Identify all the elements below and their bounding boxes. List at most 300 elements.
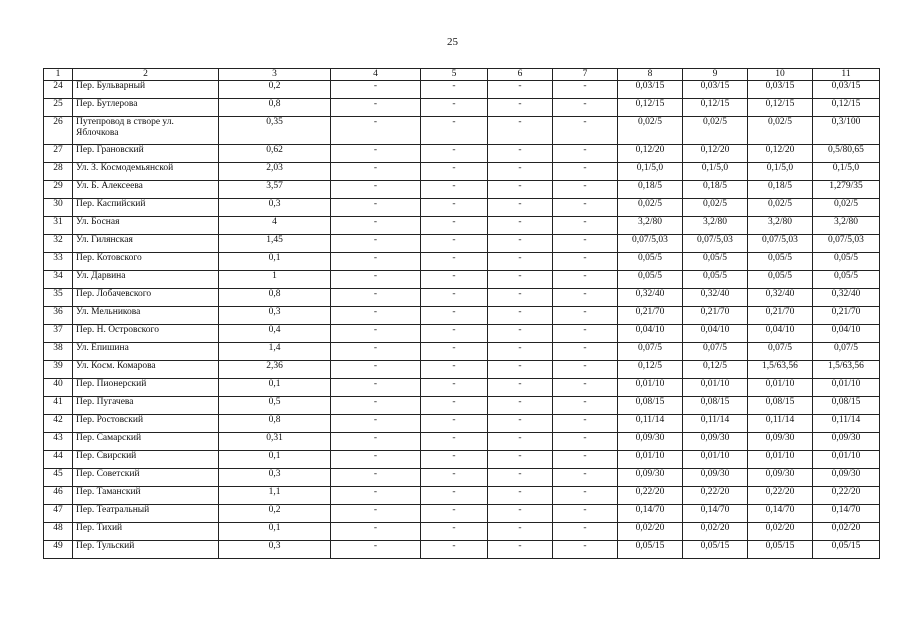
col11-cell: 0,5/80,65	[813, 145, 880, 163]
row-number-cell: 24	[44, 81, 73, 99]
col5-cell: -	[421, 379, 488, 397]
table-row	[44, 325, 880, 343]
row-number-cell: 39	[44, 361, 73, 379]
length-cell: 2,36	[219, 361, 331, 379]
street-name-cell: Пер. Театральный	[73, 505, 219, 523]
col8-cell: 0,02/5	[618, 199, 683, 217]
table-row	[44, 469, 880, 487]
street-name-cell: Пер. Н. Островского	[73, 325, 219, 343]
table-row	[44, 307, 880, 325]
table-row	[44, 505, 880, 523]
col7-cell: -	[553, 451, 618, 469]
row-number-cell: 49	[44, 541, 73, 559]
col6-cell: -	[488, 397, 553, 415]
street-name-cell: Пер. Самарский	[73, 433, 219, 451]
col11-cell: 0,02/5	[813, 199, 880, 217]
col7-cell: -	[553, 81, 618, 99]
row-number-cell: 34	[44, 271, 73, 289]
col9-cell: 0,1/5,0	[683, 163, 748, 181]
col8-cell: 0,09/30	[618, 469, 683, 487]
col7-cell: -	[553, 541, 618, 559]
length-cell: 0,1	[219, 253, 331, 271]
col9-cell: 0,18/5	[683, 181, 748, 199]
col4-cell: -	[331, 81, 421, 99]
col6-cell: -	[488, 505, 553, 523]
street-name-cell: Ул. Епишина	[73, 343, 219, 361]
table-row	[44, 145, 880, 163]
row-number-cell: 27	[44, 145, 73, 163]
length-cell: 1,1	[219, 487, 331, 505]
col4-cell: -	[331, 217, 421, 235]
length-cell: 0,8	[219, 289, 331, 307]
col7-cell: -	[553, 271, 618, 289]
street-name-cell: Пер. Пугачева	[73, 397, 219, 415]
row-number-cell: 47	[44, 505, 73, 523]
street-name-cell: Ул. Босная	[73, 217, 219, 235]
street-name-cell: Пер. Советский	[73, 469, 219, 487]
col4-cell: -	[331, 541, 421, 559]
column-header: 2	[73, 69, 219, 81]
col10-cell: 0,05/5	[748, 271, 813, 289]
col6-cell: -	[488, 433, 553, 451]
table-row	[44, 199, 880, 217]
col7-cell: -	[553, 523, 618, 541]
col5-cell: -	[421, 181, 488, 199]
col5-cell: -	[421, 361, 488, 379]
col8-cell: 0,01/10	[618, 379, 683, 397]
col11-cell: 0,05/5	[813, 253, 880, 271]
col8-cell: 0,18/5	[618, 181, 683, 199]
col10-cell: 0,07/5	[748, 343, 813, 361]
col4-cell: -	[331, 99, 421, 117]
length-cell: 0,2	[219, 505, 331, 523]
col5-cell: -	[421, 397, 488, 415]
col4-cell: -	[331, 117, 421, 145]
street-name-cell: Пер. Ростовский	[73, 415, 219, 433]
table-row	[44, 397, 880, 415]
col9-cell: 0,09/30	[683, 433, 748, 451]
col6-cell: -	[488, 217, 553, 235]
col7-cell: -	[553, 163, 618, 181]
col4-cell: -	[331, 451, 421, 469]
row-number-cell: 28	[44, 163, 73, 181]
row-number-cell: 44	[44, 451, 73, 469]
row-number-cell: 26	[44, 117, 73, 145]
table-row	[44, 235, 880, 253]
table-row	[44, 379, 880, 397]
table-body	[44, 81, 880, 559]
col8-cell: 0,05/5	[618, 271, 683, 289]
col7-cell: -	[553, 307, 618, 325]
col10-cell: 0,12/15	[748, 99, 813, 117]
col4-cell: -	[331, 199, 421, 217]
col4-cell: -	[331, 253, 421, 271]
col8-cell: 0,07/5,03	[618, 235, 683, 253]
col9-cell: 0,01/10	[683, 379, 748, 397]
table-row	[44, 163, 880, 181]
length-cell: 0,62	[219, 145, 331, 163]
col11-cell: 1,279/35	[813, 181, 880, 199]
col9-cell: 0,02/5	[683, 199, 748, 217]
col10-cell: 0,05/5	[748, 253, 813, 271]
col9-cell: 0,21/70	[683, 307, 748, 325]
col7-cell: -	[553, 397, 618, 415]
col7-cell: -	[553, 379, 618, 397]
row-number-cell: 33	[44, 253, 73, 271]
column-header: 7	[553, 69, 618, 81]
col9-cell: 0,05/5	[683, 253, 748, 271]
col5-cell: -	[421, 217, 488, 235]
col9-cell: 3,2/80	[683, 217, 748, 235]
col9-cell: 0,01/10	[683, 451, 748, 469]
col5-cell: -	[421, 541, 488, 559]
table-row	[44, 117, 880, 145]
col11-cell: 0,07/5	[813, 343, 880, 361]
column-header: 6	[488, 69, 553, 81]
length-cell: 1	[219, 271, 331, 289]
table-row	[44, 487, 880, 505]
col10-cell: 0,02/5	[748, 117, 813, 145]
column-header: 1	[44, 69, 73, 81]
street-name-cell: Пер. Свирский	[73, 451, 219, 469]
col6-cell: -	[488, 253, 553, 271]
col7-cell: -	[553, 469, 618, 487]
col7-cell: -	[553, 253, 618, 271]
col9-cell: 0,12/5	[683, 361, 748, 379]
length-cell: 0,35	[219, 117, 331, 145]
col8-cell: 0,05/15	[618, 541, 683, 559]
table-row	[44, 181, 880, 199]
col10-cell: 0,32/40	[748, 289, 813, 307]
col7-cell: -	[553, 145, 618, 163]
column-header: 4	[331, 69, 421, 81]
col7-cell: -	[553, 415, 618, 433]
row-number-cell: 41	[44, 397, 73, 415]
length-cell: 0,31	[219, 433, 331, 451]
col5-cell: -	[421, 199, 488, 217]
street-name-cell: Пер. Грановский	[73, 145, 219, 163]
col6-cell: -	[488, 181, 553, 199]
col6-cell: -	[488, 99, 553, 117]
col10-cell: 0,09/30	[748, 433, 813, 451]
col5-cell: -	[421, 145, 488, 163]
col10-cell: 0,12/20	[748, 145, 813, 163]
length-cell: 1,45	[219, 235, 331, 253]
col5-cell: -	[421, 469, 488, 487]
col8-cell: 3,2/80	[618, 217, 683, 235]
col11-cell: 0,09/30	[813, 433, 880, 451]
length-cell: 0,3	[219, 541, 331, 559]
street-name-cell: Ул. З. Космодемьянской	[73, 163, 219, 181]
col7-cell: -	[553, 289, 618, 307]
col10-cell: 0,01/10	[748, 451, 813, 469]
header-row	[44, 69, 880, 81]
col5-cell: -	[421, 415, 488, 433]
col4-cell: -	[331, 307, 421, 325]
col5-cell: -	[421, 271, 488, 289]
column-header: 10	[748, 69, 813, 81]
row-number-cell: 48	[44, 523, 73, 541]
col8-cell: 0,01/10	[618, 451, 683, 469]
table-row	[44, 451, 880, 469]
col4-cell: -	[331, 343, 421, 361]
col11-cell: 0,12/15	[813, 99, 880, 117]
col4-cell: -	[331, 505, 421, 523]
col6-cell: -	[488, 81, 553, 99]
length-cell: 0,1	[219, 379, 331, 397]
col4-cell: -	[331, 379, 421, 397]
row-number-cell: 30	[44, 199, 73, 217]
col5-cell: -	[421, 523, 488, 541]
col5-cell: -	[421, 487, 488, 505]
row-number-cell: 31	[44, 217, 73, 235]
col10-cell: 0,14/70	[748, 505, 813, 523]
row-number-cell: 29	[44, 181, 73, 199]
col8-cell: 0,1/5,0	[618, 163, 683, 181]
street-name-cell: Пер. Таманский	[73, 487, 219, 505]
col5-cell: -	[421, 343, 488, 361]
col7-cell: -	[553, 433, 618, 451]
col6-cell: -	[488, 117, 553, 145]
col9-cell: 0,11/14	[683, 415, 748, 433]
col7-cell: -	[553, 343, 618, 361]
col8-cell: 0,07/5	[618, 343, 683, 361]
col7-cell: -	[553, 361, 618, 379]
col9-cell: 0,05/5	[683, 271, 748, 289]
length-cell: 0,3	[219, 307, 331, 325]
column-header: 5	[421, 69, 488, 81]
col10-cell: 0,07/5,03	[748, 235, 813, 253]
street-name-cell: Пер. Каспийский	[73, 199, 219, 217]
col4-cell: -	[331, 235, 421, 253]
street-name-cell: Ул. Мельникова	[73, 307, 219, 325]
col8-cell: 0,32/40	[618, 289, 683, 307]
col5-cell: -	[421, 253, 488, 271]
col6-cell: -	[488, 163, 553, 181]
col4-cell: -	[331, 469, 421, 487]
length-cell: 2,03	[219, 163, 331, 181]
row-number-cell: 45	[44, 469, 73, 487]
col4-cell: -	[331, 163, 421, 181]
col9-cell: 0,22/20	[683, 487, 748, 505]
table-row	[44, 217, 880, 235]
row-number-cell: 42	[44, 415, 73, 433]
col7-cell: -	[553, 325, 618, 343]
street-name-cell: Пер. Бульварный	[73, 81, 219, 99]
table-row	[44, 415, 880, 433]
row-number-cell: 35	[44, 289, 73, 307]
col9-cell: 0,07/5,03	[683, 235, 748, 253]
col10-cell: 0,04/10	[748, 325, 813, 343]
row-number-cell: 37	[44, 325, 73, 343]
column-header: 11	[813, 69, 880, 81]
col10-cell: 0,11/14	[748, 415, 813, 433]
col7-cell: -	[553, 199, 618, 217]
col7-cell: -	[553, 99, 618, 117]
col6-cell: -	[488, 289, 553, 307]
data-table	[43, 68, 880, 559]
col6-cell: -	[488, 451, 553, 469]
street-name-cell: Ул. Б. Алексеева	[73, 181, 219, 199]
col10-cell: 0,21/70	[748, 307, 813, 325]
col4-cell: -	[331, 415, 421, 433]
col11-cell: 0,04/10	[813, 325, 880, 343]
col4-cell: -	[331, 289, 421, 307]
col5-cell: -	[421, 433, 488, 451]
col9-cell: 0,05/15	[683, 541, 748, 559]
col5-cell: -	[421, 505, 488, 523]
col4-cell: -	[331, 433, 421, 451]
col11-cell: 0,11/14	[813, 415, 880, 433]
length-cell: 0,3	[219, 469, 331, 487]
col6-cell: -	[488, 469, 553, 487]
row-number-cell: 46	[44, 487, 73, 505]
col4-cell: -	[331, 397, 421, 415]
col8-cell: 0,02/5	[618, 117, 683, 145]
col6-cell: -	[488, 361, 553, 379]
col6-cell: -	[488, 199, 553, 217]
col6-cell: -	[488, 379, 553, 397]
length-cell: 0,1	[219, 451, 331, 469]
row-number-cell: 38	[44, 343, 73, 361]
col11-cell: 0,14/70	[813, 505, 880, 523]
street-name-cell: Пер. Тульский	[73, 541, 219, 559]
table-row	[44, 253, 880, 271]
col9-cell: 0,14/70	[683, 505, 748, 523]
col11-cell: 0,3/100	[813, 117, 880, 145]
col8-cell: 0,09/30	[618, 433, 683, 451]
street-name-cell: Пер. Лобачевского	[73, 289, 219, 307]
col8-cell: 0,02/20	[618, 523, 683, 541]
col10-cell: 0,08/15	[748, 397, 813, 415]
page-number: 25	[447, 36, 458, 48]
col10-cell: 0,02/20	[748, 523, 813, 541]
col7-cell: -	[553, 117, 618, 145]
col5-cell: -	[421, 307, 488, 325]
col11-cell: 0,08/15	[813, 397, 880, 415]
col7-cell: -	[553, 217, 618, 235]
col9-cell: 0,09/30	[683, 469, 748, 487]
col11-cell: 0,01/10	[813, 379, 880, 397]
col8-cell: 0,12/5	[618, 361, 683, 379]
length-cell: 4	[219, 217, 331, 235]
col8-cell: 0,22/20	[618, 487, 683, 505]
col10-cell: 0,03/15	[748, 81, 813, 99]
col4-cell: -	[331, 523, 421, 541]
col9-cell: 0,04/10	[683, 325, 748, 343]
col4-cell: -	[331, 325, 421, 343]
street-name-cell: Пер. Тихий	[73, 523, 219, 541]
length-cell: 0,3	[219, 199, 331, 217]
col9-cell: 0,08/15	[683, 397, 748, 415]
col9-cell: 0,07/5	[683, 343, 748, 361]
col11-cell: 3,2/80	[813, 217, 880, 235]
col11-cell: 0,02/20	[813, 523, 880, 541]
column-header: 9	[683, 69, 748, 81]
col6-cell: -	[488, 235, 553, 253]
col8-cell: 0,08/15	[618, 397, 683, 415]
col11-cell: 0,22/20	[813, 487, 880, 505]
row-number-cell: 32	[44, 235, 73, 253]
col5-cell: -	[421, 235, 488, 253]
col11-cell: 0,21/70	[813, 307, 880, 325]
col11-cell: 0,32/40	[813, 289, 880, 307]
row-number-cell: 25	[44, 99, 73, 117]
col10-cell: 0,09/30	[748, 469, 813, 487]
col10-cell: 0,05/15	[748, 541, 813, 559]
col9-cell: 0,02/20	[683, 523, 748, 541]
row-number-cell: 36	[44, 307, 73, 325]
street-name-cell: Пер. Котовского	[73, 253, 219, 271]
table-row	[44, 99, 880, 117]
col11-cell: 0,03/15	[813, 81, 880, 99]
col9-cell: 0,03/15	[683, 81, 748, 99]
length-cell: 3,57	[219, 181, 331, 199]
col5-cell: -	[421, 289, 488, 307]
column-header: 3	[219, 69, 331, 81]
col7-cell: -	[553, 235, 618, 253]
length-cell: 0,4	[219, 325, 331, 343]
col8-cell: 0,05/5	[618, 253, 683, 271]
street-name-cell: Пер. Пионерский	[73, 379, 219, 397]
street-name-cell: Путепровод в створе ул. Яблочкова	[73, 117, 219, 145]
col6-cell: -	[488, 415, 553, 433]
col9-cell: 0,32/40	[683, 289, 748, 307]
col10-cell: 3,2/80	[748, 217, 813, 235]
col6-cell: -	[488, 307, 553, 325]
col5-cell: -	[421, 325, 488, 343]
row-number-cell: 40	[44, 379, 73, 397]
table-row	[44, 523, 880, 541]
col4-cell: -	[331, 145, 421, 163]
col7-cell: -	[553, 487, 618, 505]
col4-cell: -	[331, 361, 421, 379]
table-row	[44, 343, 880, 361]
table-row	[44, 361, 880, 379]
col11-cell: 0,09/30	[813, 469, 880, 487]
length-cell: 0,5	[219, 397, 331, 415]
col8-cell: 0,03/15	[618, 81, 683, 99]
col11-cell: 1,5/63,56	[813, 361, 880, 379]
col10-cell: 0,01/10	[748, 379, 813, 397]
col11-cell: 0,07/5,03	[813, 235, 880, 253]
column-header: 8	[618, 69, 683, 81]
street-name-cell: Ул. Гилянская	[73, 235, 219, 253]
col9-cell: 0,12/15	[683, 99, 748, 117]
col6-cell: -	[488, 523, 553, 541]
col8-cell: 0,11/14	[618, 415, 683, 433]
table-row	[44, 541, 880, 559]
col5-cell: -	[421, 163, 488, 181]
col6-cell: -	[488, 325, 553, 343]
length-cell: 0,1	[219, 523, 331, 541]
col11-cell: 0,01/10	[813, 451, 880, 469]
col11-cell: 0,05/5	[813, 271, 880, 289]
col6-cell: -	[488, 271, 553, 289]
col9-cell: 0,12/20	[683, 145, 748, 163]
col4-cell: -	[331, 181, 421, 199]
col6-cell: -	[488, 487, 553, 505]
table-row	[44, 271, 880, 289]
col11-cell: 0,1/5,0	[813, 163, 880, 181]
table-row	[44, 289, 880, 307]
col8-cell: 0,21/70	[618, 307, 683, 325]
col4-cell: -	[331, 271, 421, 289]
col4-cell: -	[331, 487, 421, 505]
col8-cell: 0,04/10	[618, 325, 683, 343]
col8-cell: 0,12/20	[618, 145, 683, 163]
length-cell: 0,8	[219, 415, 331, 433]
